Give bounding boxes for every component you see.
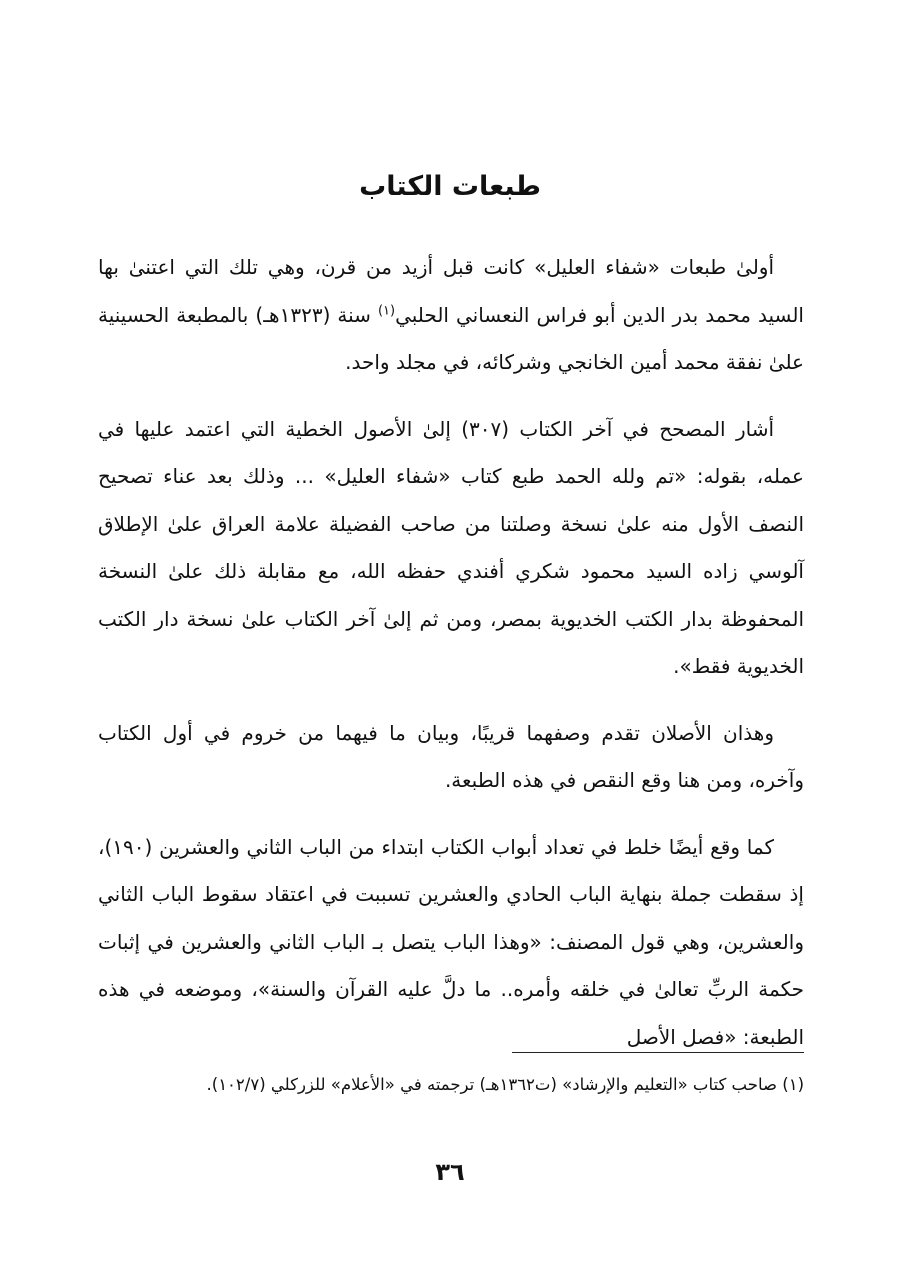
paragraph-gaps: وهذان الأصلان تقدم وصفهما قريبًا، وبيان ما فيهما من خروم في أول الكتاب وآخره، ومن هنا وقع النقص في هذه الطبعة. <box>98 720 804 792</box>
paragraph-chapter-numbering: كما وقع أيضًا خلط في تعداد أبواب الكتاب ابتداء من الباب الثاني والعشرين (١٩٠)، إذ سقطت جملة بنهاية الباب الحادي والعشرين تسببت في اعتقاد سقوط الباب الثاني والعشرين، وهي قول المصنف: «وهذا الباب يتصل بـ الباب الثاني والعشرين في إثبات حكمة الربِّ تعالىٰ في خلقه وأمره.. ما دلَّ عليه القرآن والسنة»، وموضعه في هذه الطبعة: «فصل الأصل <box>98 834 804 1049</box>
footnote: (١) صاحب كتاب «التعليم والإرشاد» (ت١٣٦٢هـ) ترجمته في «الأعلام» للزركلي (١٠٢/٧). <box>206 1075 804 1094</box>
page-number: ٣٦ <box>435 1158 465 1186</box>
paragraph-text: أولىٰ طبعات «شفاء العليل» كانت قبل أزيد من قرن، وهي تلك التي اعتنىٰ بها السيد محمد بدر الدين أبو فراس النعساني الحلبي <box>98 255 804 327</box>
footnote-reference[interactable]: (١) <box>377 302 396 318</box>
paragraph-text: سنة (١٣٢٣هـ) بالمطبعة الحسينية علىٰ نفقة محمد أمين الخانجي وشركائه، في مجلد واحد. <box>98 302 804 374</box>
footnote-divider <box>512 1052 804 1053</box>
paragraph-manuscripts: أشار المصحح في آخر الكتاب (٣٠٧) إلىٰ الأصول الخطية التي اعتمد عليها في عمله، بقوله: «تم ولله الحمد طبع كتاب «شفاء العليل» ... وذلك بعد عناء تصحيح النصف الأول منه علىٰ نسخة وصلتنا من صاحب الفضيلة علامة العراق علىٰ الإطلاق آلوسي زاده السيد محمود شكري أفندي حفظه الله، مع مقابلة ذلك علىٰ النسخة المحفوظة بدار الكتب الخديوية بمصر، ومن ثم إلىٰ آخر الكتاب علىٰ نسخة دار الكتب الخديوية فقط». <box>98 416 804 678</box>
paragraph-first-edition <box>98 244 804 387</box>
body-text <box>98 244 804 1080</box>
page-title: طبعات الكتاب <box>359 171 541 202</box>
